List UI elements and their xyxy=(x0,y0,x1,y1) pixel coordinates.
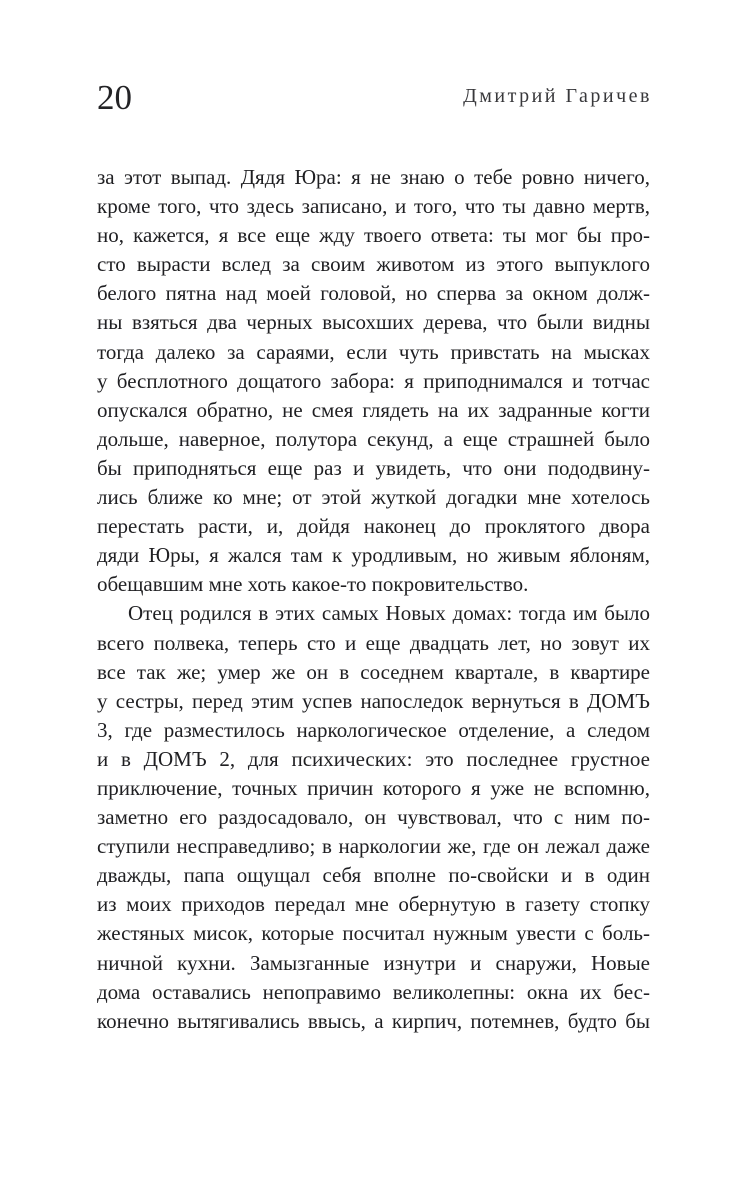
text-line: но, кажется, я все еще жду твоего ответа: ты мог бы про- xyxy=(97,223,650,248)
text-line: бы приподняться еще раз и увидеть, что они пододвину- xyxy=(97,455,650,480)
body-text xyxy=(97,163,650,1036)
text-line: заметно его раздосадовало, он чувствовал, что с ним по- xyxy=(97,805,650,830)
text-line: приключение, точных причин которого я уже не вспомню, xyxy=(97,775,650,800)
running-header xyxy=(97,0,652,120)
text-line: тогда далеко за сараями, если чуть привстать на мысках xyxy=(97,339,650,364)
text-line: Отец родился в этих самых Новых домах: тогда им было xyxy=(128,601,650,626)
text-line: жестяных мисок, которые посчитал нужным увести с боль- xyxy=(97,921,650,946)
text-line: дольше, наверное, полутора секунд, а еще страшней было xyxy=(97,426,650,451)
text-line: опускался обратно, не смея глядеть на их задранные когти xyxy=(97,397,650,422)
text-line: дяди Юры, я жался там к уродливым, но живым яблоням, xyxy=(97,543,650,568)
text-line: всего полвека, теперь сто и еще двадцать лет, но зовут их xyxy=(97,630,650,655)
text-line: и в ДОМЪ 2, для психических: это последнее грустное xyxy=(97,746,650,771)
text-line: ступили несправедливо; в наркологии же, где он лежал даже xyxy=(97,834,650,859)
text-line: у бесплотного дощатого забора: я приподнимался и тотчас xyxy=(97,368,650,393)
text-line: кроме того, что здесь записано, и того, что ты давно мертв, xyxy=(97,194,650,219)
text-line: конечно вытягивались ввысь, а кирпич, потемнев, будто бы xyxy=(97,1008,650,1033)
text-line: обещавшим мне хоть какое-то покровительство. xyxy=(97,572,529,597)
text-line: 3, где разместилось наркологическое отделение, а следом xyxy=(97,717,650,742)
text-line: из моих приходов передал мне обернутую в газету стопку xyxy=(97,892,650,917)
text-line: сто вырасти вслед за своим животом из этого выпуклого xyxy=(97,252,650,277)
text-line: ничной кухни. Замызганные изнутри и снаружи, Новые xyxy=(97,950,650,975)
text-line: все так же; умер же он в соседнем квартале, в квартире xyxy=(97,659,650,684)
running-header-author: Дмитрий Гаричев xyxy=(463,85,652,107)
text-line: дома оставались непоправимо великолепны: окна их бес- xyxy=(97,979,650,1004)
text-line: лись ближе ко мне; от этой жуткой догадки мне хотелось xyxy=(97,485,650,510)
text-line: ны взяться два черных высохших дерева, что были видны xyxy=(97,310,650,335)
text-line: белого пятна над моей головой, но сперва за окном долж- xyxy=(97,281,650,306)
page-number: 20 xyxy=(97,78,132,117)
text-line: перестать расти, и, дойдя наконец до проклятого двора xyxy=(97,514,650,539)
text-line: дважды, папа ощущал себя вполне по-свойски и в один xyxy=(97,863,650,888)
text-line: за этот выпад. Дядя Юра: я не знаю о тебе ровно ничего, xyxy=(97,165,650,189)
text-line: у сестры, перед этим успев напоследок вернуться в ДОМЪ xyxy=(97,688,650,713)
